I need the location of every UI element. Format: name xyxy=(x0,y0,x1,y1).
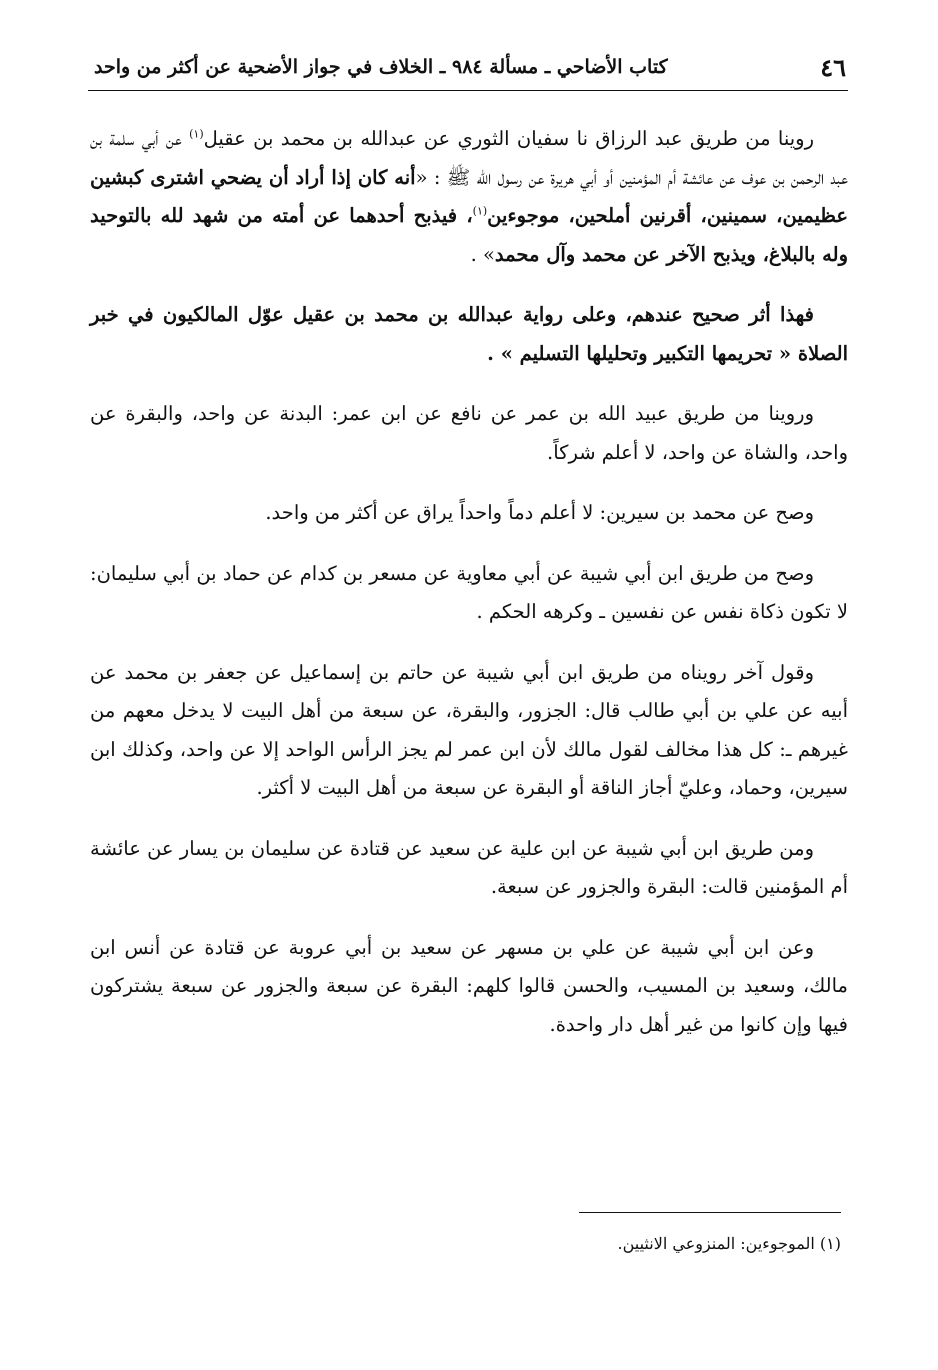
text-segment: » . xyxy=(470,242,495,266)
page-header xyxy=(88,44,848,91)
paragraph-ibn-umar: وروينا من طريق عبيد الله بن عمر عن نافع عن ابن عمر: البدنة عن واحد، والبقرة عن واحد، والشاة عن واحد، لا أعلم شركاً. xyxy=(90,402,848,464)
paragraph-commentary: فهذا أثر صحيح عندهم، وعلى رواية عبدالله بن محمد بن عقيل عوّل المالكيون في خبر الصلاة « تحريمها التكبير وتحليلها التسليم » . xyxy=(90,303,848,365)
text-segment: روينا من طريق عبد الرزاق نا سفيان الثوري عن عبدالله بن محمد بن عقيل xyxy=(203,127,815,150)
footnote: (١) الموجوءين: المنزوعي الانثيين. xyxy=(617,1234,841,1253)
paragraph-aisha: ومن طريق ابن أبي شيبة عن ابن علية عن سعيد عن قتادة عن سليمان بن يسار عن عائشة أم المؤمنين قالت: البقرة والجزور عن سبعة. xyxy=(90,836,848,898)
paragraph-ibn-sirin: وصح عن محمد بن سيرين: لا أعلم دماً واحداً يراق عن أكثر من واحد. xyxy=(265,501,814,524)
running-title: كتاب الأضاحي ـ مسألة ٩٨٤ ـ الخلاف في جواز الأضحية عن أكثر من واحد xyxy=(94,56,668,78)
paragraph-hadith-narration xyxy=(90,120,848,274)
hadith-text: أنه كان إذا أراد أن يضحي اشترى كبشين عظيمين، سمينين، أقرنين أملحين، موجوءين xyxy=(90,165,848,227)
footnote-ref: (١) xyxy=(472,204,488,218)
paragraph-anas: وعن ابن أبي شيبة عن علي بن مسهر عن سعيد بن أبي عروبة عن قتادة عن أنس ابن مالك، وسعيد بن المسيب، والحسن قالوا كلهم: البقرة عن سبعة والجزور عن سبعة يشتركون فيها وإن كانوا من غير أهل دار واحدة. xyxy=(90,935,848,1036)
main-text xyxy=(90,120,848,1066)
paragraph-ali: وقول آخر رويناه من طريق ابن أبي شيبة عن حاتم بن إسماعيل عن جعفر بن محمد عن أبيه عن علي بن أبي طالب قال: الجزور، والبقرة، عن سبعة من أهل البيت لا يدخل معهم من غيرهم ـ: كل هذا مخالف لقول مالك لأن ابن عمر لم يجز الرأس الواحد إلا عن واحد، وكذلك ابن سيرين، وحماد، وعليّ أجاز الناقة أو البقرة عن سبعة من أهل البيت لا أكثر. xyxy=(90,660,848,799)
paragraph-hammad: وصح من طريق ابن أبي شيبة عن أبي معاوية عن مسعر بن كدام عن حماد بن أبي سليمان: لا تكون ذكاة نفس عن نفسين ـ وكرهه الحكم . xyxy=(90,561,848,623)
hadith-text: ، فيذبح أحدهما عن أمته من شهد لله بالتوحيد وله بالبلاغ، ويذبح الآخر عن محمد وآل محمد xyxy=(90,204,848,266)
footnote-divider xyxy=(579,1212,841,1213)
page-number: ٤٦ xyxy=(820,52,846,82)
footnote-ref: (١) xyxy=(189,127,204,141)
text-segment: عن أبي سلمة بن عبد الرحمن بن عوف عن عائشة أم المؤمنين أو أبي هريرة عن رسول الله ﷺ : « xyxy=(90,127,848,189)
